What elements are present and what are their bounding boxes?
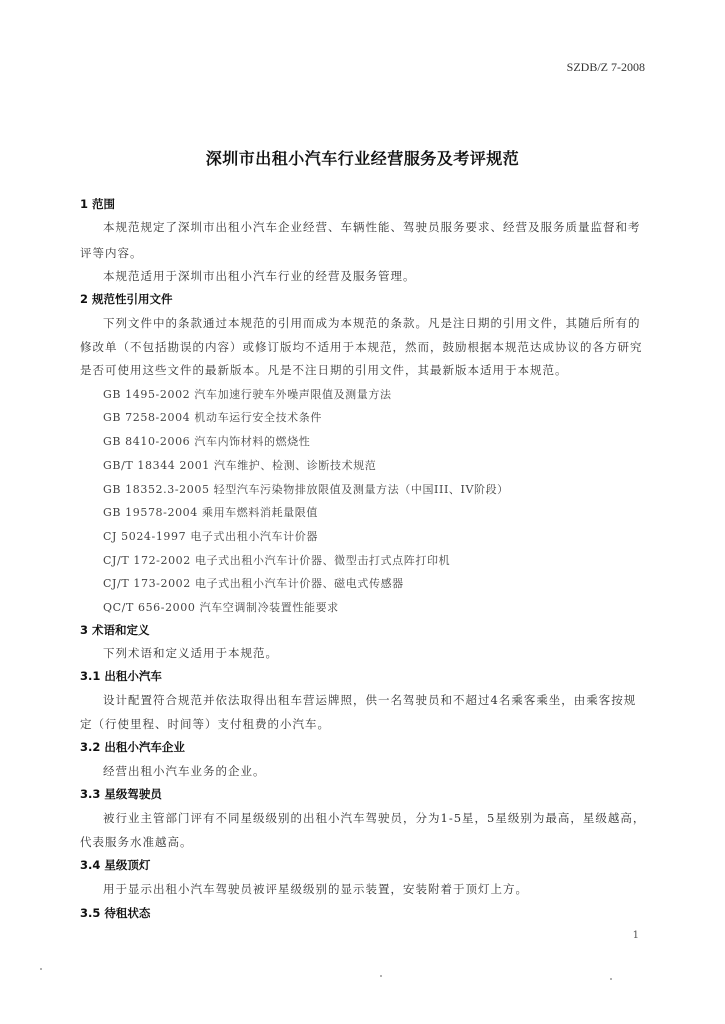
term-3-1-heading: 3.1 出租小汽车 xyxy=(80,669,162,683)
reference-item: GB 7258-2004 机动车运行安全技术条件 xyxy=(103,411,322,424)
term-3-2-definition: 经营出租小汽车业务的企业。 xyxy=(103,764,266,778)
section-3-heading: 3 术语和定义 xyxy=(80,623,150,637)
reference-item: GB 8410-2006 汽车内饰材料的燃烧性 xyxy=(103,435,311,448)
term-3-3-definition-line: 被行业主管部门评有不同星级级别的出租小汽车驾驶员，分为1-5星，5星级别为最高，星级越高， xyxy=(103,811,646,825)
section-1-paragraph: 本规范适用于深圳市出租小汽车行业的经营及服务管理。 xyxy=(103,269,416,283)
term-3-1-definition-line: 定（行使里程、时间等）支付租费的小汽车。 xyxy=(80,717,330,731)
scan-speck xyxy=(610,978,612,980)
reference-item: GB 19578-2004 乘用车燃料消耗量限值 xyxy=(103,506,318,519)
section-2-paragraph-line: 下列文件中的条款通过本规范的引用而成为本规范的条款。凡是注日期的引用文件，其随后所有的 xyxy=(103,316,641,330)
reference-item: CJ/T 173-2002 电子式出租小汽车计价器、磁电式传感器 xyxy=(103,577,404,590)
reference-item: CJ/T 172-2002 电子式出租小汽车计价器、微型击打式点阵打印机 xyxy=(103,554,451,567)
section-1-paragraph-line: 本规范规定了深圳市出租小汽车企业经营、车辆性能、驾驶员服务要求、经营及服务质量监督和考 xyxy=(103,220,641,234)
term-3-2-heading: 3.2 出租小汽车企业 xyxy=(80,740,185,754)
reference-item: QC/T 656-2000 汽车空调制冷装置性能要求 xyxy=(103,601,339,614)
section-2-heading: 2 规范性引用文件 xyxy=(80,292,173,306)
term-3-4-heading: 3.4 星级顶灯 xyxy=(80,858,151,872)
section-3-intro: 下列术语和定义适用于本规范。 xyxy=(103,646,278,660)
term-3-3-heading: 3.3 星级驾驶员 xyxy=(80,787,162,801)
page-number: 1 xyxy=(632,930,639,941)
section-2-paragraph-line: 是否可使用这些文件的最新版本。凡是不注日期的引用文件，其最新版本适用于本规范。 xyxy=(80,363,568,377)
reference-item: GB/T 18344 2001 汽车维护、检测、诊断技术规范 xyxy=(103,459,377,472)
term-3-3-definition-line: 代表服务水准越高。 xyxy=(80,835,193,849)
section-1-paragraph-line: 评等内容。 xyxy=(80,246,143,260)
scan-speck xyxy=(380,975,382,977)
term-3-4-definition: 用于显示出租小汽车驾驶员被评星级级别的显示装置，安装附着于顶灯上方。 xyxy=(103,882,528,896)
reference-item: GB 1495-2002 汽车加速行驶车外噪声限值及测量方法 xyxy=(103,388,392,401)
document-code: SZDB/Z 7-2008 xyxy=(566,60,645,74)
reference-item: GB 18352.3-2005 轻型汽车污染物排放限值及测量方法（中国III、IV阶段） xyxy=(103,483,509,496)
document-title: 深圳市出租小汽车行业经营服务及考评规范 xyxy=(205,149,520,168)
section-2-paragraph-line: 修改单（不包括勘误的内容）或修订版均不适用于本规范，然而，鼓励根据本规范达成协议的各方研究 xyxy=(80,340,643,354)
term-3-1-definition-line: 设计配置符合规范并依法取得出租车营运牌照，供一名驾驶员和不超过4名乘客乘坐，由乘客按规 xyxy=(103,693,637,707)
scan-speck xyxy=(40,968,42,970)
section-1-heading: 1 范围 xyxy=(80,197,116,211)
reference-item: CJ 5024-1997 电子式出租小汽车计价器 xyxy=(103,530,318,543)
term-3-5-heading: 3.5 待租状态 xyxy=(80,906,151,920)
